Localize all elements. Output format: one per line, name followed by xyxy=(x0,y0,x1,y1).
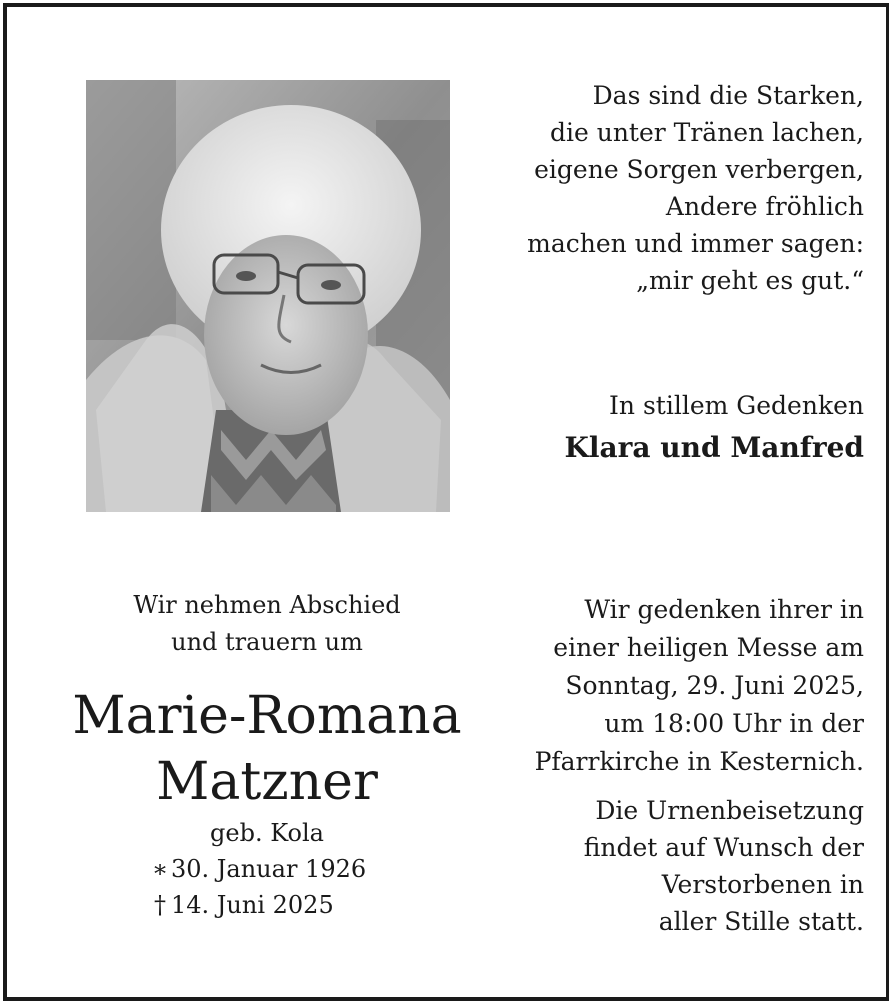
mass-line: um 18:00 Uhr in der xyxy=(604,709,864,738)
farewell-line: Wir nehmen Abschied xyxy=(133,591,401,619)
farewell-text xyxy=(67,587,467,661)
deceased-first-name: Marie-Romana xyxy=(72,686,462,746)
urn-burial-notice xyxy=(444,792,864,940)
urn-line: Die Urnenbeisetzung xyxy=(595,796,864,825)
portrait-photo-image xyxy=(86,80,450,512)
birth-name: geb. Kola xyxy=(210,819,324,847)
birth-date-row xyxy=(149,851,467,887)
death-date-row xyxy=(149,887,467,923)
poem-line: die unter Tränen lachen, xyxy=(549,118,864,147)
mourner-names: Klara und Manfred xyxy=(564,431,864,464)
urn-line: Verstorbenen in xyxy=(661,870,864,899)
poem xyxy=(444,77,864,299)
poem-line: Andere fröhlich xyxy=(665,192,864,221)
poem-line: „mir geht es gut.“ xyxy=(636,266,864,295)
death-date: 14. Juni 2025 xyxy=(171,891,334,919)
poem-line: eigene Sorgen verbergen, xyxy=(534,155,864,184)
mass-line: Pfarrkirche in Kesternich. xyxy=(534,747,864,776)
birth-date: 30. Januar 1926 xyxy=(171,855,367,883)
deceased-details xyxy=(67,815,467,923)
mass-line: Sonntag, 29. Juni 2025, xyxy=(565,671,864,700)
urn-line: aller Stille statt. xyxy=(658,907,864,936)
poem-line: Das sind die Starken, xyxy=(592,81,864,110)
mass-announcement xyxy=(444,591,864,781)
birth-star-icon: ∗ xyxy=(151,855,169,883)
memory-block xyxy=(444,387,864,471)
mass-line: Wir gedenken ihrer in xyxy=(584,595,864,624)
deceased-last-name: Matzner xyxy=(156,752,378,812)
urn-line: findet auf Wunsch der xyxy=(583,833,864,862)
mass-line: einer heiligen Messe am xyxy=(553,633,864,662)
portrait-photo xyxy=(86,80,450,512)
farewell-line: und trauern um xyxy=(171,628,363,656)
death-cross-icon: † xyxy=(154,891,166,919)
poem-line: machen und immer sagen: xyxy=(527,229,864,258)
deceased-name xyxy=(47,683,487,815)
memory-intro: In stillem Gedenken xyxy=(609,391,864,420)
obituary-notice xyxy=(3,3,889,1001)
